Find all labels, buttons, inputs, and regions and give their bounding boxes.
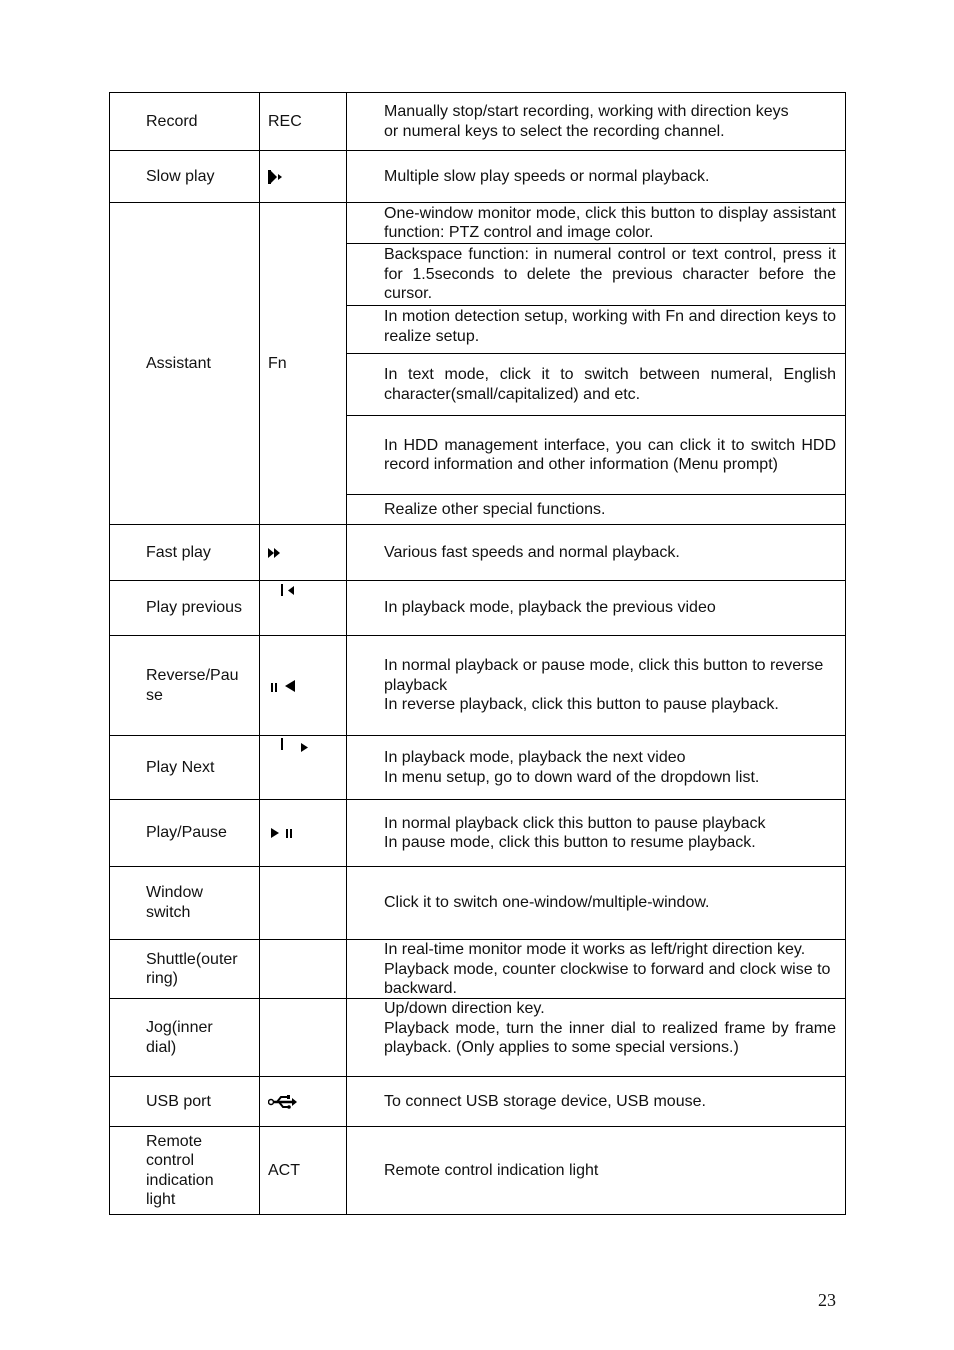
table-row — [109, 867, 846, 940]
key-label — [260, 867, 347, 939]
key-label: REC — [260, 93, 347, 150]
key-label — [260, 940, 347, 998]
reverse-pause-icon — [268, 679, 298, 693]
key-label — [260, 581, 347, 635]
table-row — [109, 1127, 846, 1215]
key-description: Remote control indication light — [384, 1161, 599, 1179]
key-name: Reverse/Pau se — [110, 636, 260, 735]
table-row — [109, 999, 846, 1077]
table-row — [109, 92, 846, 151]
key-label — [260, 636, 347, 735]
key-name: Window switch — [110, 867, 260, 939]
assistant-function: One-window monitor mode, click this button to display assistant function: PTZ control and image color. — [384, 204, 836, 241]
key-name: Play/Pause — [110, 800, 260, 866]
table-row — [109, 581, 846, 636]
key-description: In normal playback or pause mode, click this button to reverse playback In reverse playback, click this button to pause playback. — [384, 657, 824, 714]
table-row — [109, 800, 846, 867]
key-label — [260, 151, 347, 202]
fast-play-icon — [268, 548, 282, 558]
key-label — [260, 1077, 347, 1126]
table-row — [109, 1077, 846, 1127]
key-name: Slow play — [110, 151, 260, 202]
key-label: ACT — [260, 1127, 347, 1214]
key-description: Multiple slow play speeds or normal playback. — [384, 167, 710, 185]
assistant-function: In HDD management interface, you can click it to switch HDD record information and other information (Menu prompt) — [347, 415, 845, 494]
assistant-function: In motion detection setup, working with Fn and direction keys to realize setup. — [347, 305, 845, 353]
key-name: USB port — [110, 1077, 260, 1126]
key-description: Manually stop/start recording, working with direction keys or numeral keys to select the recording channel. — [384, 103, 789, 140]
key-label — [260, 800, 347, 866]
play-pause-icon — [268, 827, 296, 839]
slow-play-icon — [268, 170, 284, 184]
key-name: Play previous — [110, 581, 260, 635]
key-label — [260, 736, 347, 799]
assistant-function: In text mode, click it to switch between numeral, English character(small/capitalized) and etc. — [347, 353, 845, 415]
table-row — [109, 203, 846, 525]
key-label — [260, 999, 347, 1076]
page-number: 23 — [818, 1290, 836, 1310]
key-description: Click it to switch one-window/multiple-window. — [384, 894, 710, 912]
key-name: Remote control indication light — [110, 1127, 260, 1214]
table-row — [109, 525, 846, 581]
play-next-icon — [268, 738, 308, 754]
key-description: In playback mode, playback the previous video — [384, 599, 716, 617]
key-name: Assistant — [110, 203, 260, 524]
table-row — [109, 940, 846, 999]
key-description: Up/down direction key. Playback mode, turn the inner dial to realized frame by frame playback. (Only applies to some special versions.) — [384, 1000, 836, 1056]
key-description: In real-time monitor mode it works as left/right direction key. Playback mode, counter clockwise to forward and clock wise to backward. — [384, 941, 831, 997]
table-row — [109, 636, 846, 736]
key-name: Jog(inner dial) — [110, 999, 260, 1076]
key-name: Shuttle(outer ring) — [110, 940, 260, 998]
table-row — [109, 151, 846, 203]
key-name: Play Next — [110, 736, 260, 799]
key-label: Fn — [260, 203, 347, 524]
key-name: Fast play — [110, 525, 260, 580]
function-key-table — [109, 92, 846, 1215]
key-description: To connect USB storage device, USB mouse. — [384, 1092, 706, 1110]
key-description: In normal playback click this button to pause playback In pause mode, click this button to resume playback. — [384, 814, 766, 851]
assistant-function: Realize other special functions. — [347, 494, 845, 525]
usb-icon — [268, 1095, 298, 1109]
key-description: In playback mode, playback the next video In menu setup, go to down ward of the dropdown list. — [384, 749, 760, 786]
key-name: Record — [110, 93, 260, 150]
assistant-function: Backspace function: in numeral control or text control, press it for 1.5seconds to delete the previous character before the cursor. — [347, 243, 845, 305]
key-description: Various fast speeds and normal playback. — [384, 543, 680, 561]
table-row — [109, 736, 846, 800]
play-previous-icon — [268, 583, 296, 597]
key-label — [260, 525, 347, 580]
